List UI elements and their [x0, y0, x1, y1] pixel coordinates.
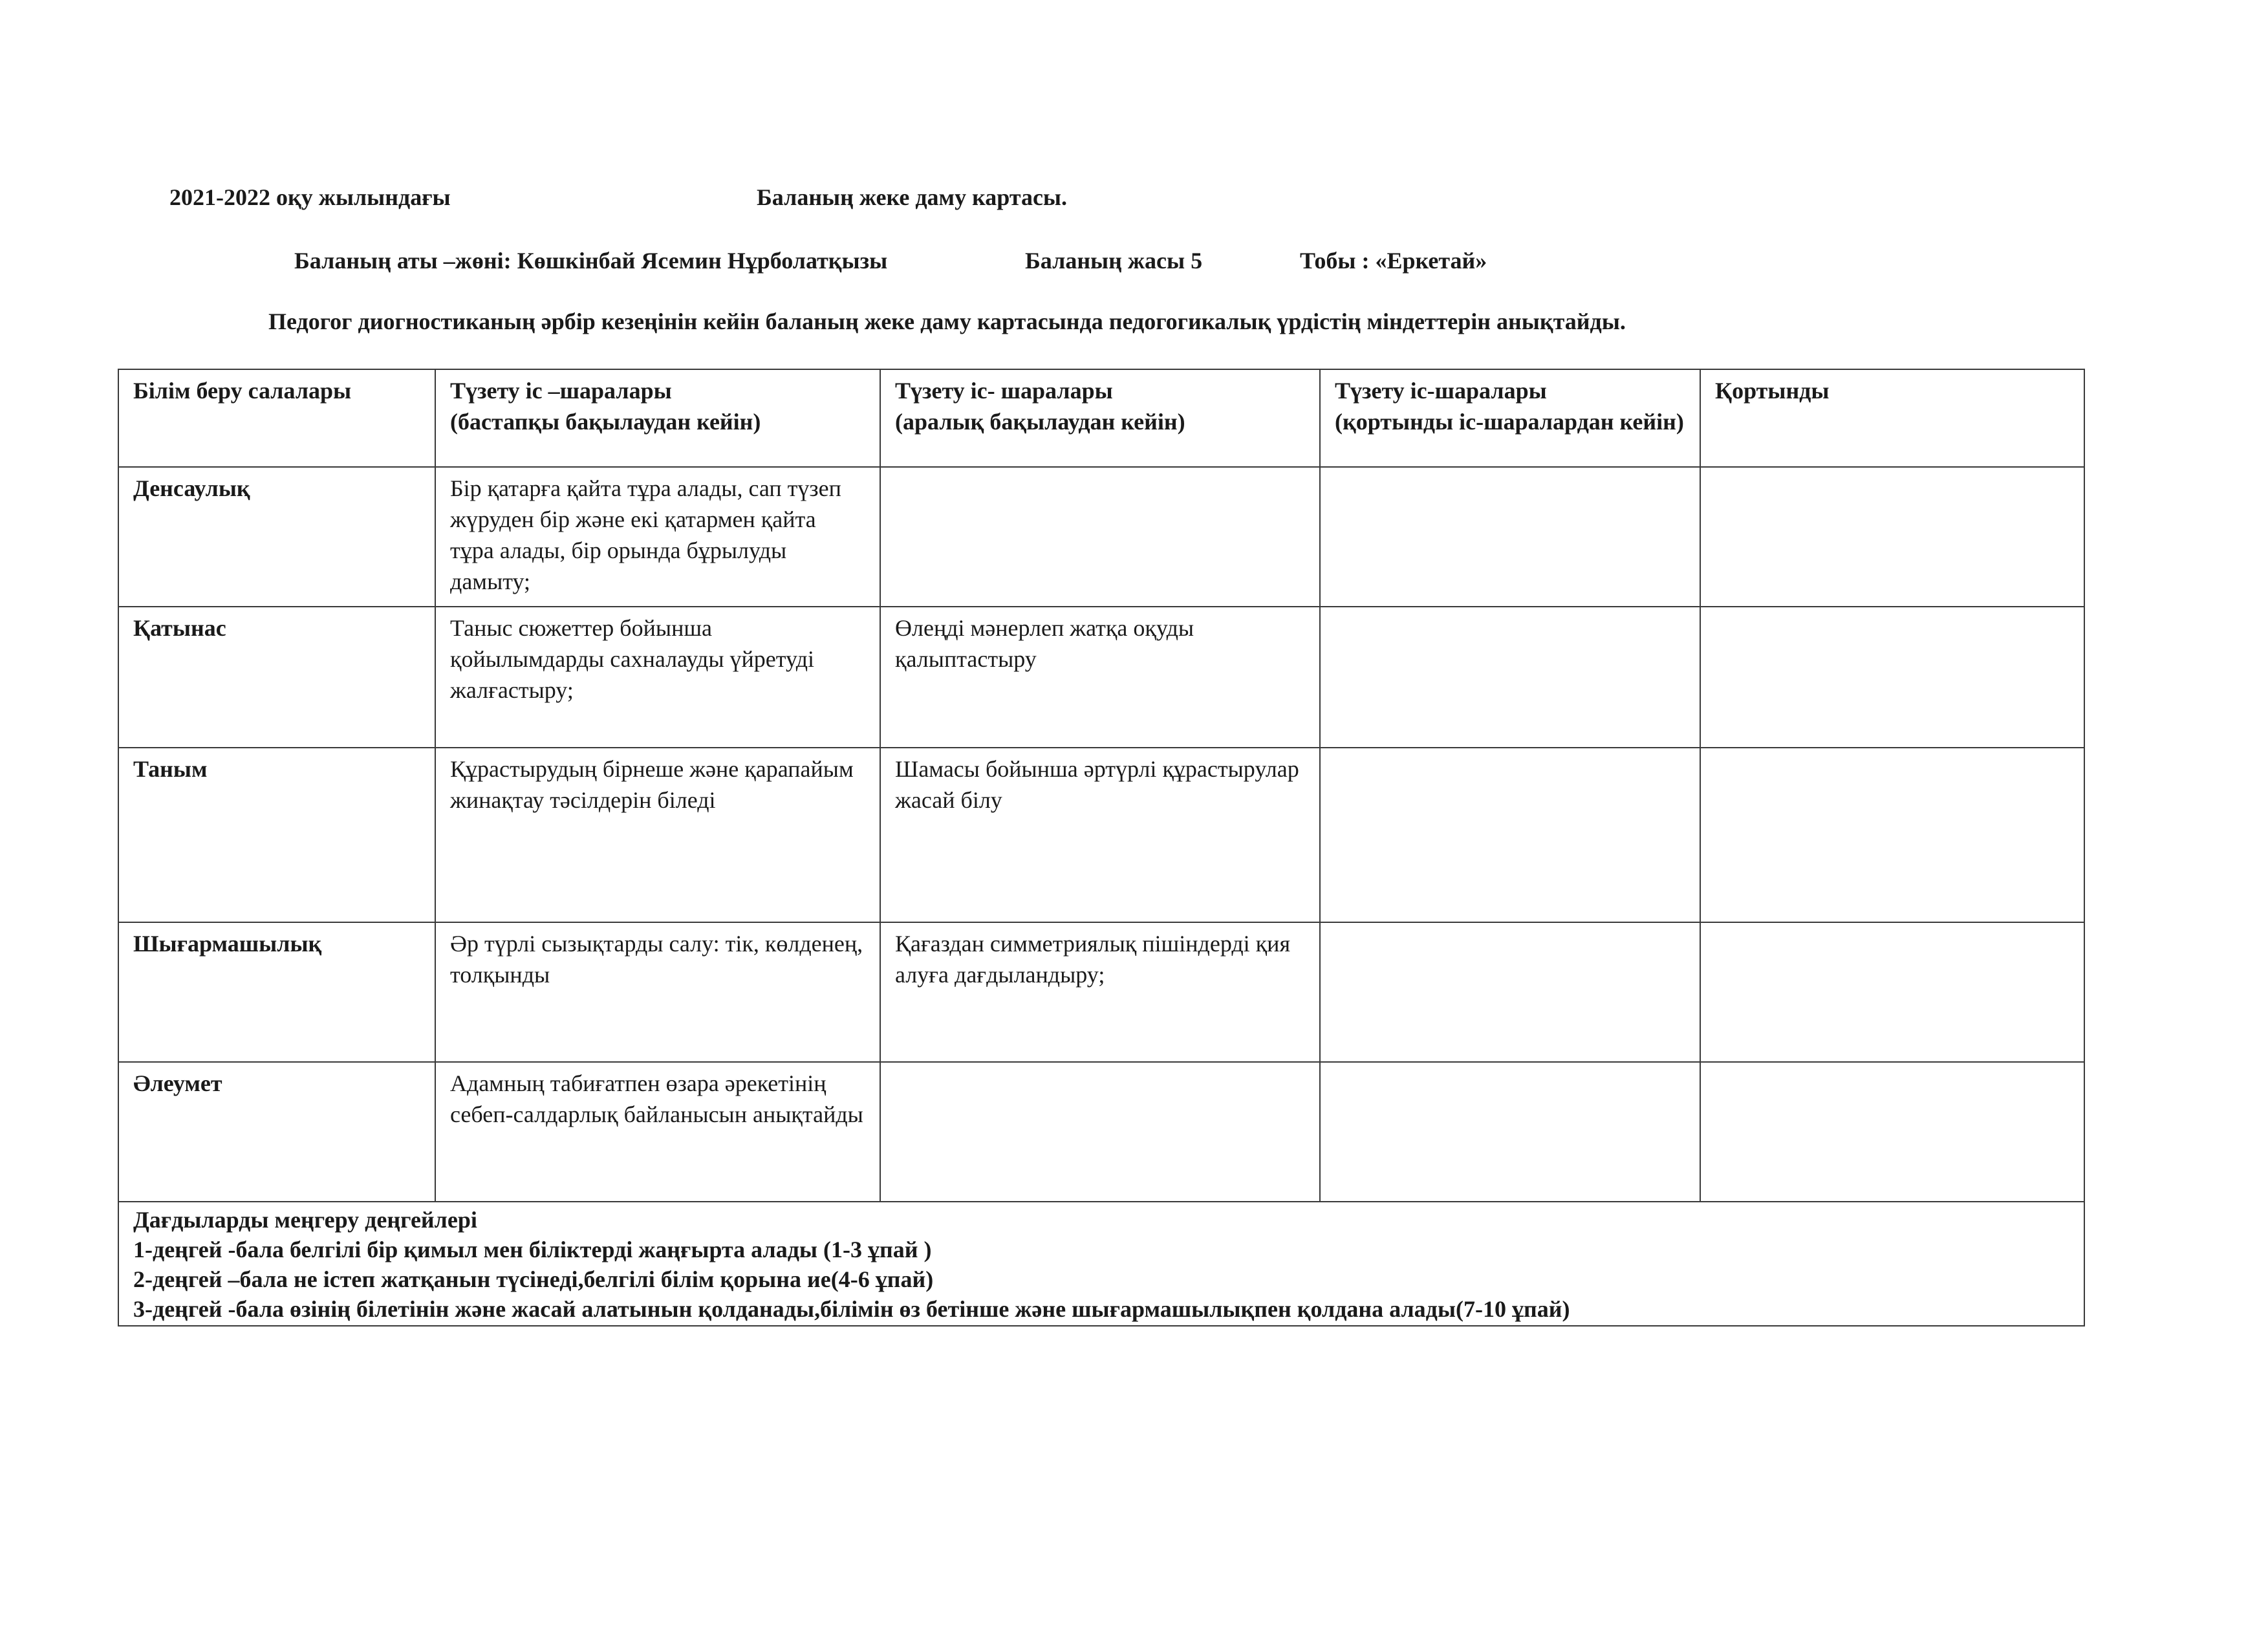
- final-cell: [1320, 922, 1700, 1062]
- column-header-intermediate: Түзету іс- шаралары (аралық бақылаудан кейін): [880, 369, 1320, 467]
- table-row: [118, 1062, 2084, 1202]
- table-row: [118, 607, 2084, 748]
- initial-cell: Бір қатарға қайта тұра алады, сап түзеп жүруден бір және екі қатармен қайта тұра алады, бір орында бұрылуды дамыту;: [435, 467, 880, 607]
- intermediate-cell: Қағаздан симметриялық пішіндерді қия алуға дағдыландыру;: [880, 922, 1320, 1062]
- table-row: [118, 467, 2084, 607]
- table-row: [118, 922, 2084, 1062]
- area-cell: Денсаулық: [118, 467, 435, 607]
- child-group: Тобы : «Еркетай»: [1300, 248, 1487, 274]
- summary-cell: [1700, 922, 2084, 1062]
- intermediate-cell: [880, 1062, 1320, 1202]
- summary-cell: [1700, 607, 2084, 748]
- table-header-row: [118, 369, 2084, 467]
- initial-cell: Құрастырудың бірнеше және қарапайым жинақтау тәсілдерін біледі: [435, 748, 880, 922]
- intermediate-cell: [880, 467, 1320, 607]
- column-header-final: Түзету іс-шаралары (қортынды іс-шаралардан кейін): [1320, 369, 1700, 467]
- levels-row: [118, 1202, 2084, 1326]
- summary-cell: [1700, 748, 2084, 922]
- area-cell: Шығармашылық: [118, 922, 435, 1062]
- final-cell: [1320, 748, 1700, 922]
- initial-cell: Таныс сюжеттер бойынша қойылымдарды сахналауды үйретуді жалғастыру;: [435, 607, 880, 748]
- final-cell: [1320, 467, 1700, 607]
- column-header-area: Білім беру салалары: [118, 369, 435, 467]
- level-1: 1-деңгей -бала белгілі бір қимыл мен біліктерді жаңғырта алады (1-3 ұпай ): [133, 1237, 932, 1262]
- summary-cell: [1700, 1062, 2084, 1202]
- levels-title: Дағдыларды меңгеру деңгейлері: [133, 1207, 477, 1233]
- development-card-table: [118, 369, 2085, 1326]
- school-year: 2021-2022 оқу жылындағы: [169, 184, 451, 210]
- final-cell: [1320, 607, 1700, 748]
- table-row: [118, 748, 2084, 922]
- intro-text: Педогог диогностиканың әрбір кезеңінін кейін баланың жеке даму картасында педогогикалық үрдістің міндеттерін анықтайды.: [268, 309, 1626, 334]
- column-header-initial: Түзету іс –шаралары (бастапқы бақылаудан кейін): [435, 369, 880, 467]
- level-3: 3-деңгей -бала өзінің білетінін және жасай алатынын қолданады,білімін өз бетінше және шығармашылықпен қолдана алады(7-10 ұпай): [133, 1296, 1570, 1322]
- intermediate-cell: Шамасы бойынша әртүрлі құрастырулар жасай білу: [880, 748, 1320, 922]
- intermediate-cell: Өлеңді мәнерлеп жатқа оқуды қалыптастыру: [880, 607, 1320, 748]
- document-title: Баланың жеке даму картасы.: [757, 184, 1068, 210]
- skill-levels-cell: [118, 1202, 2084, 1326]
- area-cell: Әлеумет: [118, 1062, 435, 1202]
- child-name: Баланың аты –жөні: Көшкінбай Ясемин Нұрболатқызы: [294, 248, 888, 274]
- level-2: 2-деңгей –бала не істеп жатқанын түсінеді,белгілі білім қорына ие(4-6 ұпай): [133, 1266, 934, 1292]
- child-age: Баланың жасы 5: [1025, 248, 1203, 274]
- area-cell: Таным: [118, 748, 435, 922]
- summary-cell: [1700, 467, 2084, 607]
- area-cell: Қатынас: [118, 607, 435, 748]
- initial-cell: Адамның табиғатпен өзара әрекетінің себеп-салдарлық байланысын анықтайды: [435, 1062, 880, 1202]
- initial-cell: Әр түрлі сызықтарды салу: тік, көлденең, толқынды: [435, 922, 880, 1062]
- column-header-summary: Қортынды: [1700, 369, 2084, 467]
- final-cell: [1320, 1062, 1700, 1202]
